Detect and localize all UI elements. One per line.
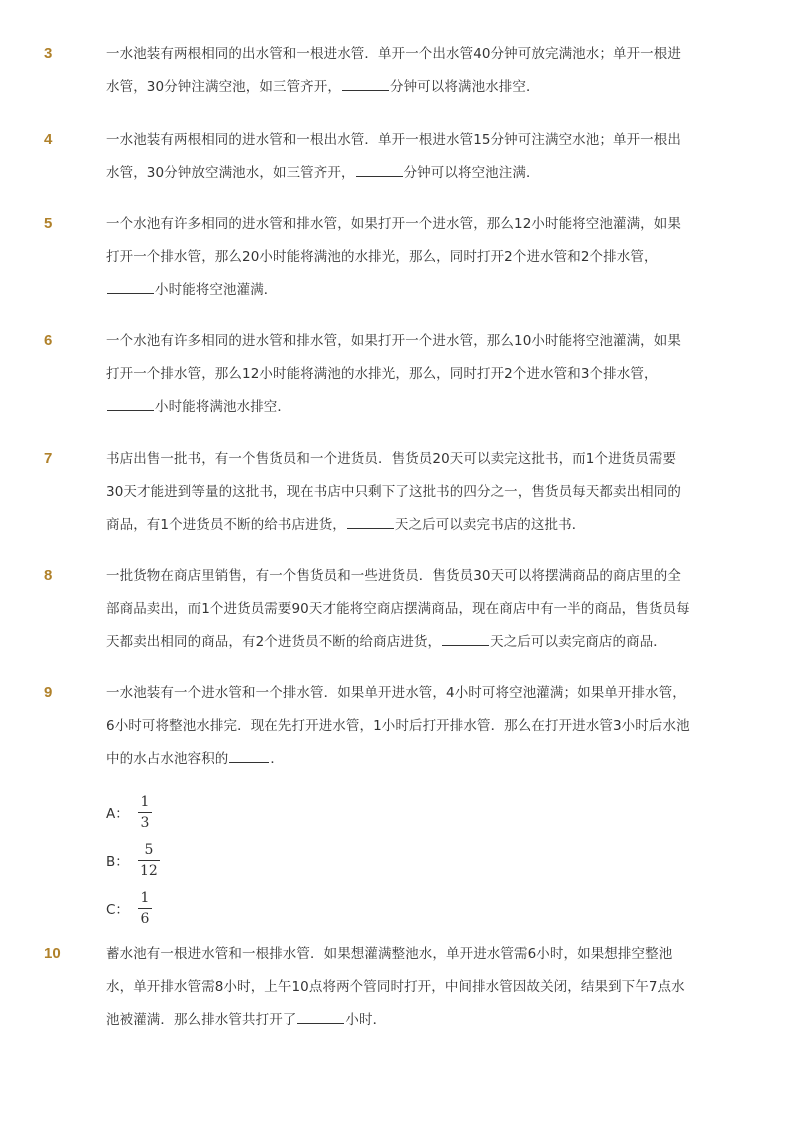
question-number: 6 xyxy=(44,332,53,349)
question-number: 9 xyxy=(44,684,53,701)
option-label: B： xyxy=(106,854,129,870)
option-fraction: $\frac{1}{3}$ xyxy=(138,793,152,832)
question-number: 8 xyxy=(44,567,53,584)
answer-blank xyxy=(442,631,489,646)
answer-blank xyxy=(107,279,154,294)
question-number: 10 xyxy=(44,945,61,962)
option-label: C： xyxy=(106,902,129,918)
question-text: 一批货物在商店里销售，有一个售货员和一些进货员．售货员30天可以将摆满商品的商店里的全 部商品卖出，而1个进货员需要90天才能将空商店摆满商品，现在商店中有一半的商品，售货员每 天都卖出相同的商品，有2个进货员不断的给商店进货， 天之后可以卖完商店的商品． xyxy=(106,568,690,650)
question-text: 一水池装有一个进水管和一个排水管．如果单开进水管，4小时可将空池灌满；如果单开排水管， 6小时可将整池水排完．现在先打开进水管，1小时后打开排水管．那么在打开进水管3小时后水池 中的水占水池容积的 ． xyxy=(106,685,690,767)
option-b[interactable] xyxy=(106,839,160,881)
question-text: 一个水池有许多相同的进水管和排水管，如果打开一个进水管，那么10小时能将空池灌满，如果 打开一个排水管，那么12小时能将满池的水排光，那么，同时打开2个进水管和3个排水管， 小时能将满池水排空． xyxy=(106,333,681,415)
option-fraction: $\frac{5}{12}$ xyxy=(140,841,158,879)
question-number: 5 xyxy=(44,215,53,232)
question-text: 蓄水池有一根进水管和一根排水管．如果想灌满整池水，单开进水管需6小时，如果想排空整池 水，单开排水管需8小时，上午10点将两个管同时打开，中间排水管因故关闭，结果到下午7点水 池被灌满．那么排水管共打开了 小时． xyxy=(106,946,685,1028)
answer-blank xyxy=(107,396,154,411)
question-text: 一水池装有两根相同的进水管和一根出水管．单开一根进水管15分钟可注满空水池；单开一根出 水管，30分钟放空满池水，如三管齐开， 分钟可以将空池注满． xyxy=(106,132,681,181)
option-label: A： xyxy=(106,806,129,822)
question-number: 4 xyxy=(44,131,53,148)
question-number: 7 xyxy=(44,450,53,467)
question-text: 一个水池有许多相同的进水管和排水管，如果打开一个进水管，那么12小时能将空池灌满，如果 打开一个排水管，那么20小时能将满池的水排光，那么，同时打开2个进水管和2个排水管， 小时能将空池灌满． xyxy=(106,216,681,298)
question-number: 3 xyxy=(44,45,53,62)
answer-blank xyxy=(297,1009,344,1024)
answer-blank xyxy=(356,162,403,177)
option-a[interactable] xyxy=(106,791,152,833)
question-text: 一水池装有两根相同的出水管和一根进水管．单开一个出水管40分钟可放完满池水；单开一根进 水管，30分钟注满空池，如三管齐开， 分钟可以将满池水排空． xyxy=(106,46,681,95)
question-text: 书店出售一批书，有一个售货员和一个进货员．售货员20天可以卖完这批书，而1个进货员需要 30天才能进到等量的这批书，现在书店中只剩下了这批书的四分之一，售货员每天都卖出相同的 商品，有1个进货员不断的给书店进货， 天之后可以卖完书店的这批书． xyxy=(106,451,681,533)
answer-blank xyxy=(347,514,394,529)
option-c[interactable] xyxy=(106,887,152,929)
answer-blank xyxy=(229,748,269,763)
answer-blank xyxy=(342,76,389,91)
option-fraction: $\frac{1}{6}$ xyxy=(138,889,152,928)
